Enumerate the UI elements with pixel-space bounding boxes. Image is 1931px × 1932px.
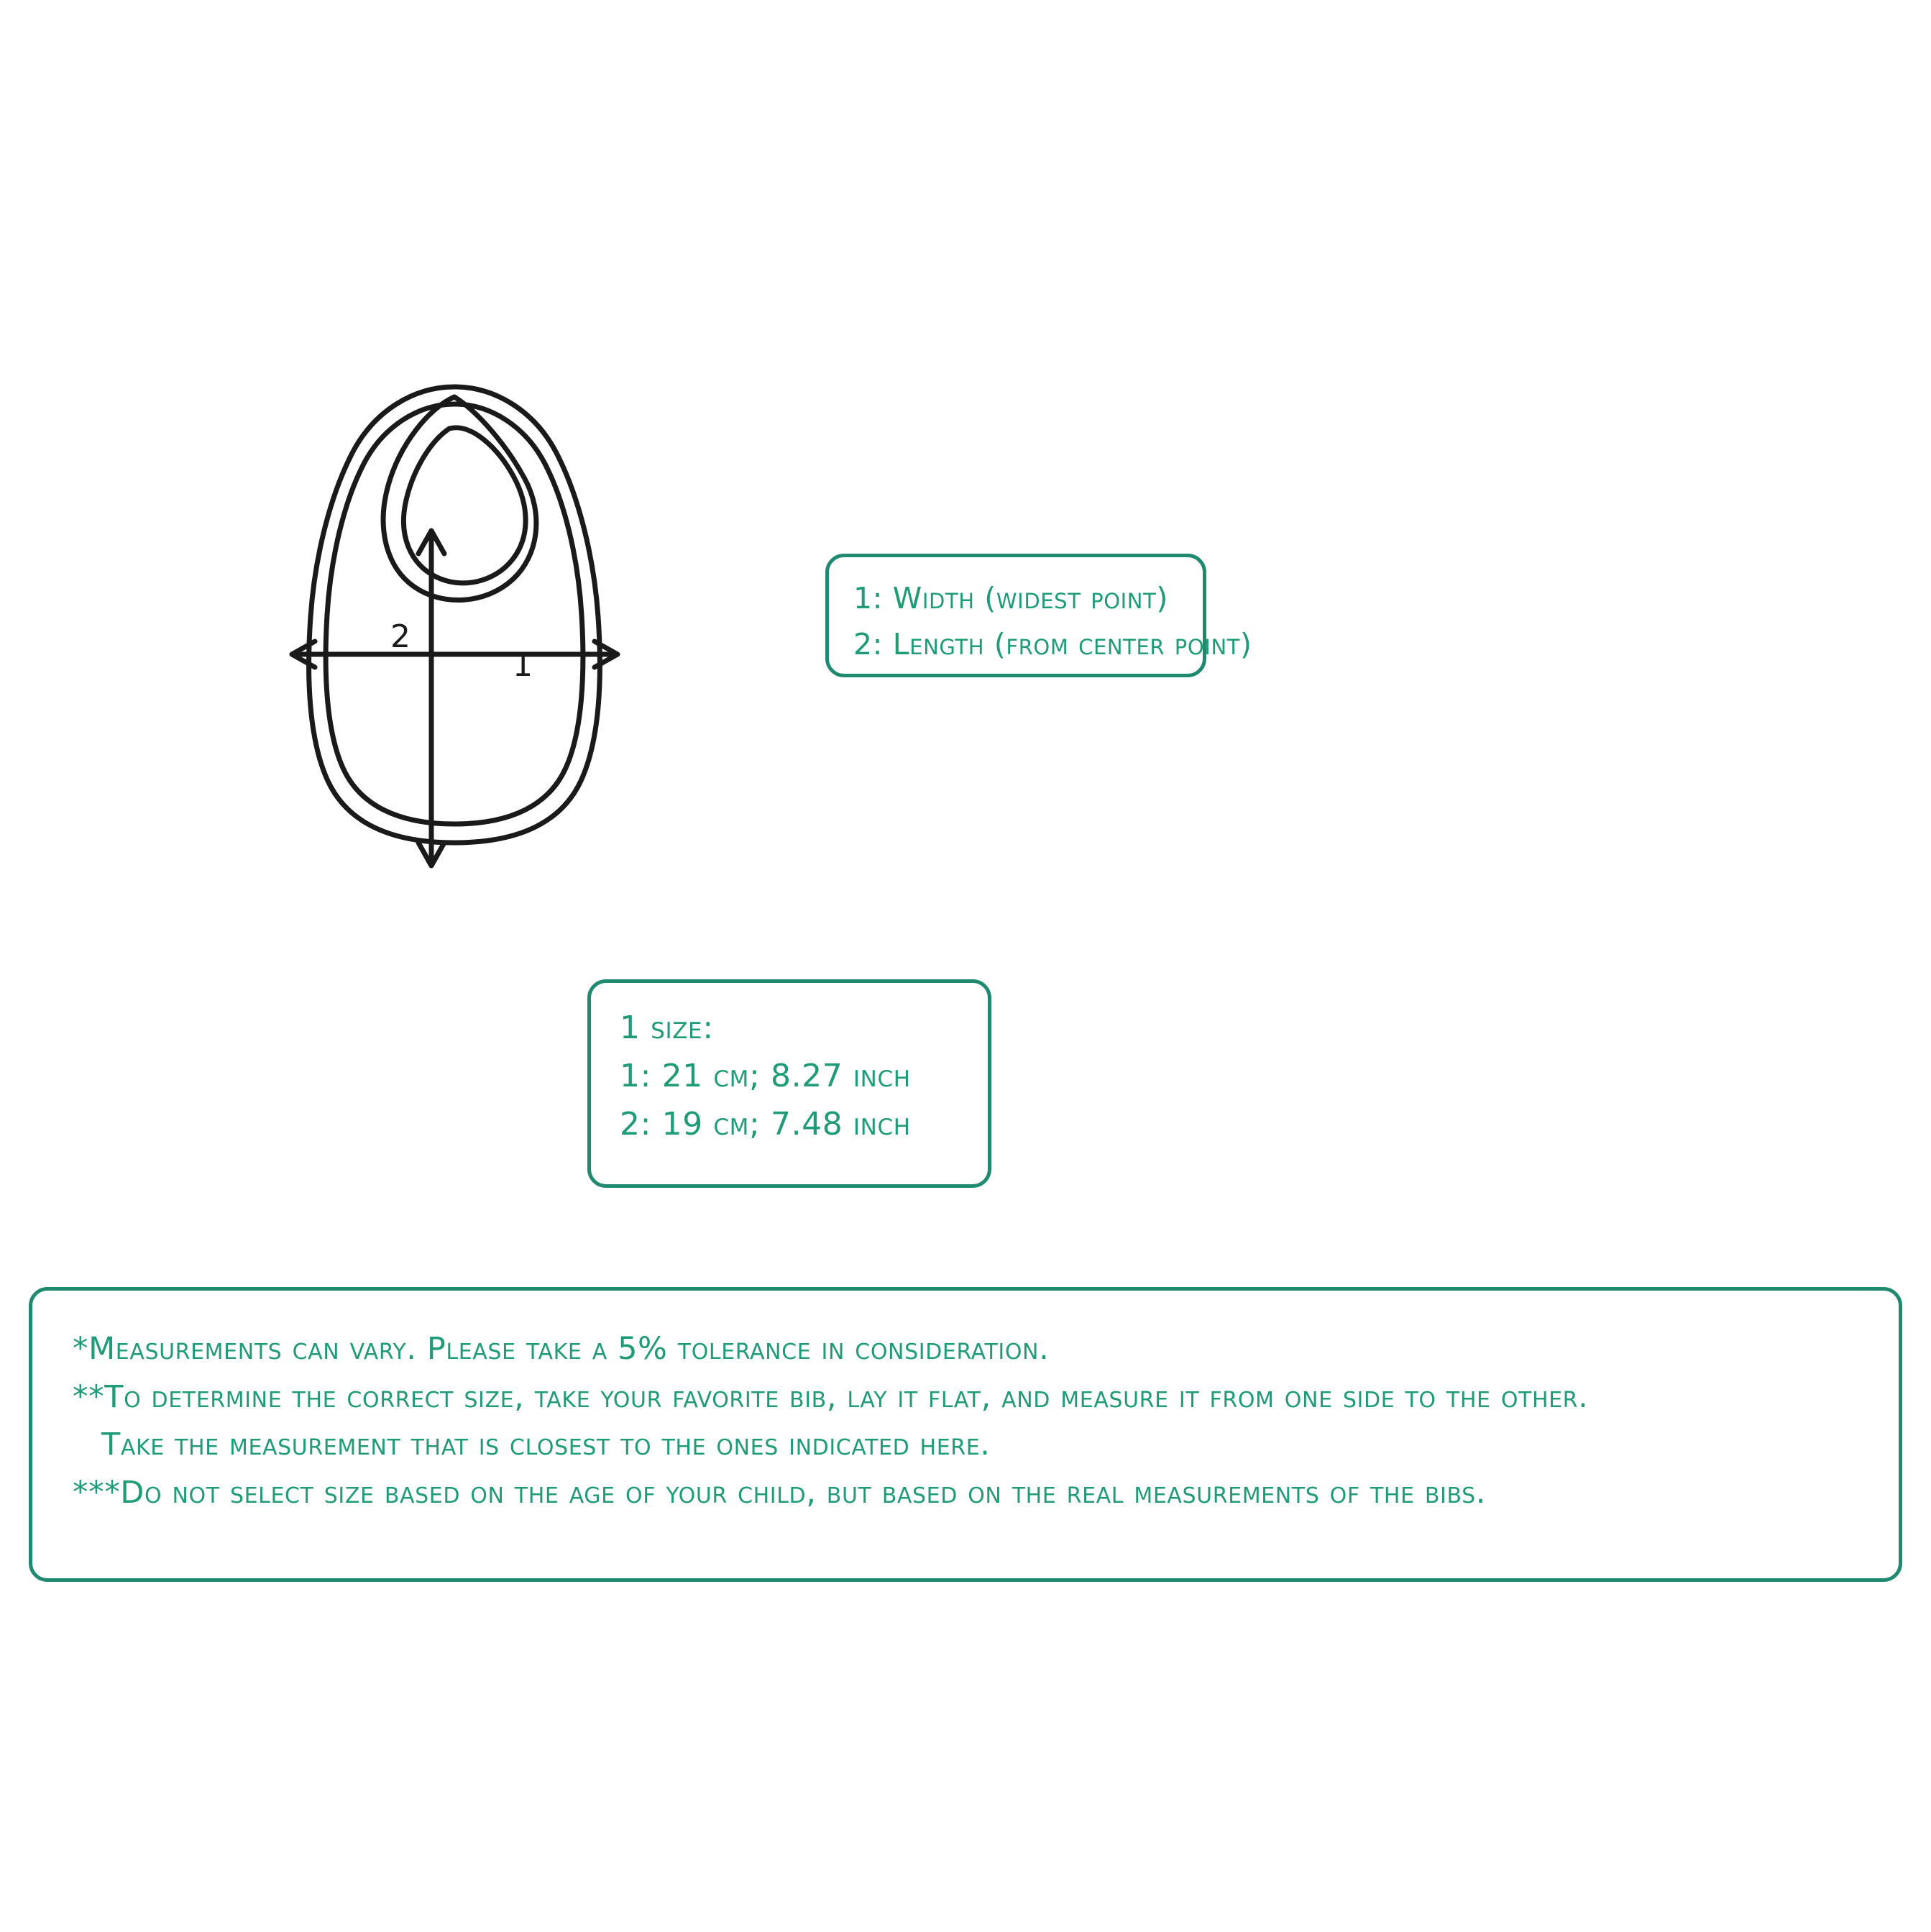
legend-line-length: 2: Length (from center point) <box>853 626 1252 661</box>
bib-outer-edge <box>309 387 600 843</box>
length-measure-label: 2 <box>390 618 411 655</box>
notes-callout <box>29 1287 1902 1582</box>
size-callout <box>587 979 991 1188</box>
size-length-value: 2: 19 cm; 7.48 inch <box>620 1105 911 1143</box>
width-measure-label: 1 <box>513 647 533 684</box>
note-tolerance: *Measurements can vary. Please take a 5% tolerance in consideration. <box>73 1331 1050 1367</box>
bib-illustration <box>266 367 654 884</box>
size-heading: 1 size: <box>620 1010 714 1046</box>
note-not-by-age: ***Do not select size based on the age of your child, but based on the real measurements of the bibs. <box>73 1474 1487 1511</box>
legend-line-width: 1: Width (widest point) <box>853 581 1169 615</box>
note-how-to-measure-continued: Take the measurement that is closest to the ones indicated here. <box>101 1427 991 1463</box>
bib-inner-seam <box>326 404 583 824</box>
note-how-to-measure: **To determine the correct size, take your favorite bib, lay it flat, and measure it from one side to the other. <box>73 1378 1589 1415</box>
size-width-value: 1: 21 cm; 8.27 inch <box>620 1057 911 1094</box>
legend-callout <box>825 554 1252 677</box>
